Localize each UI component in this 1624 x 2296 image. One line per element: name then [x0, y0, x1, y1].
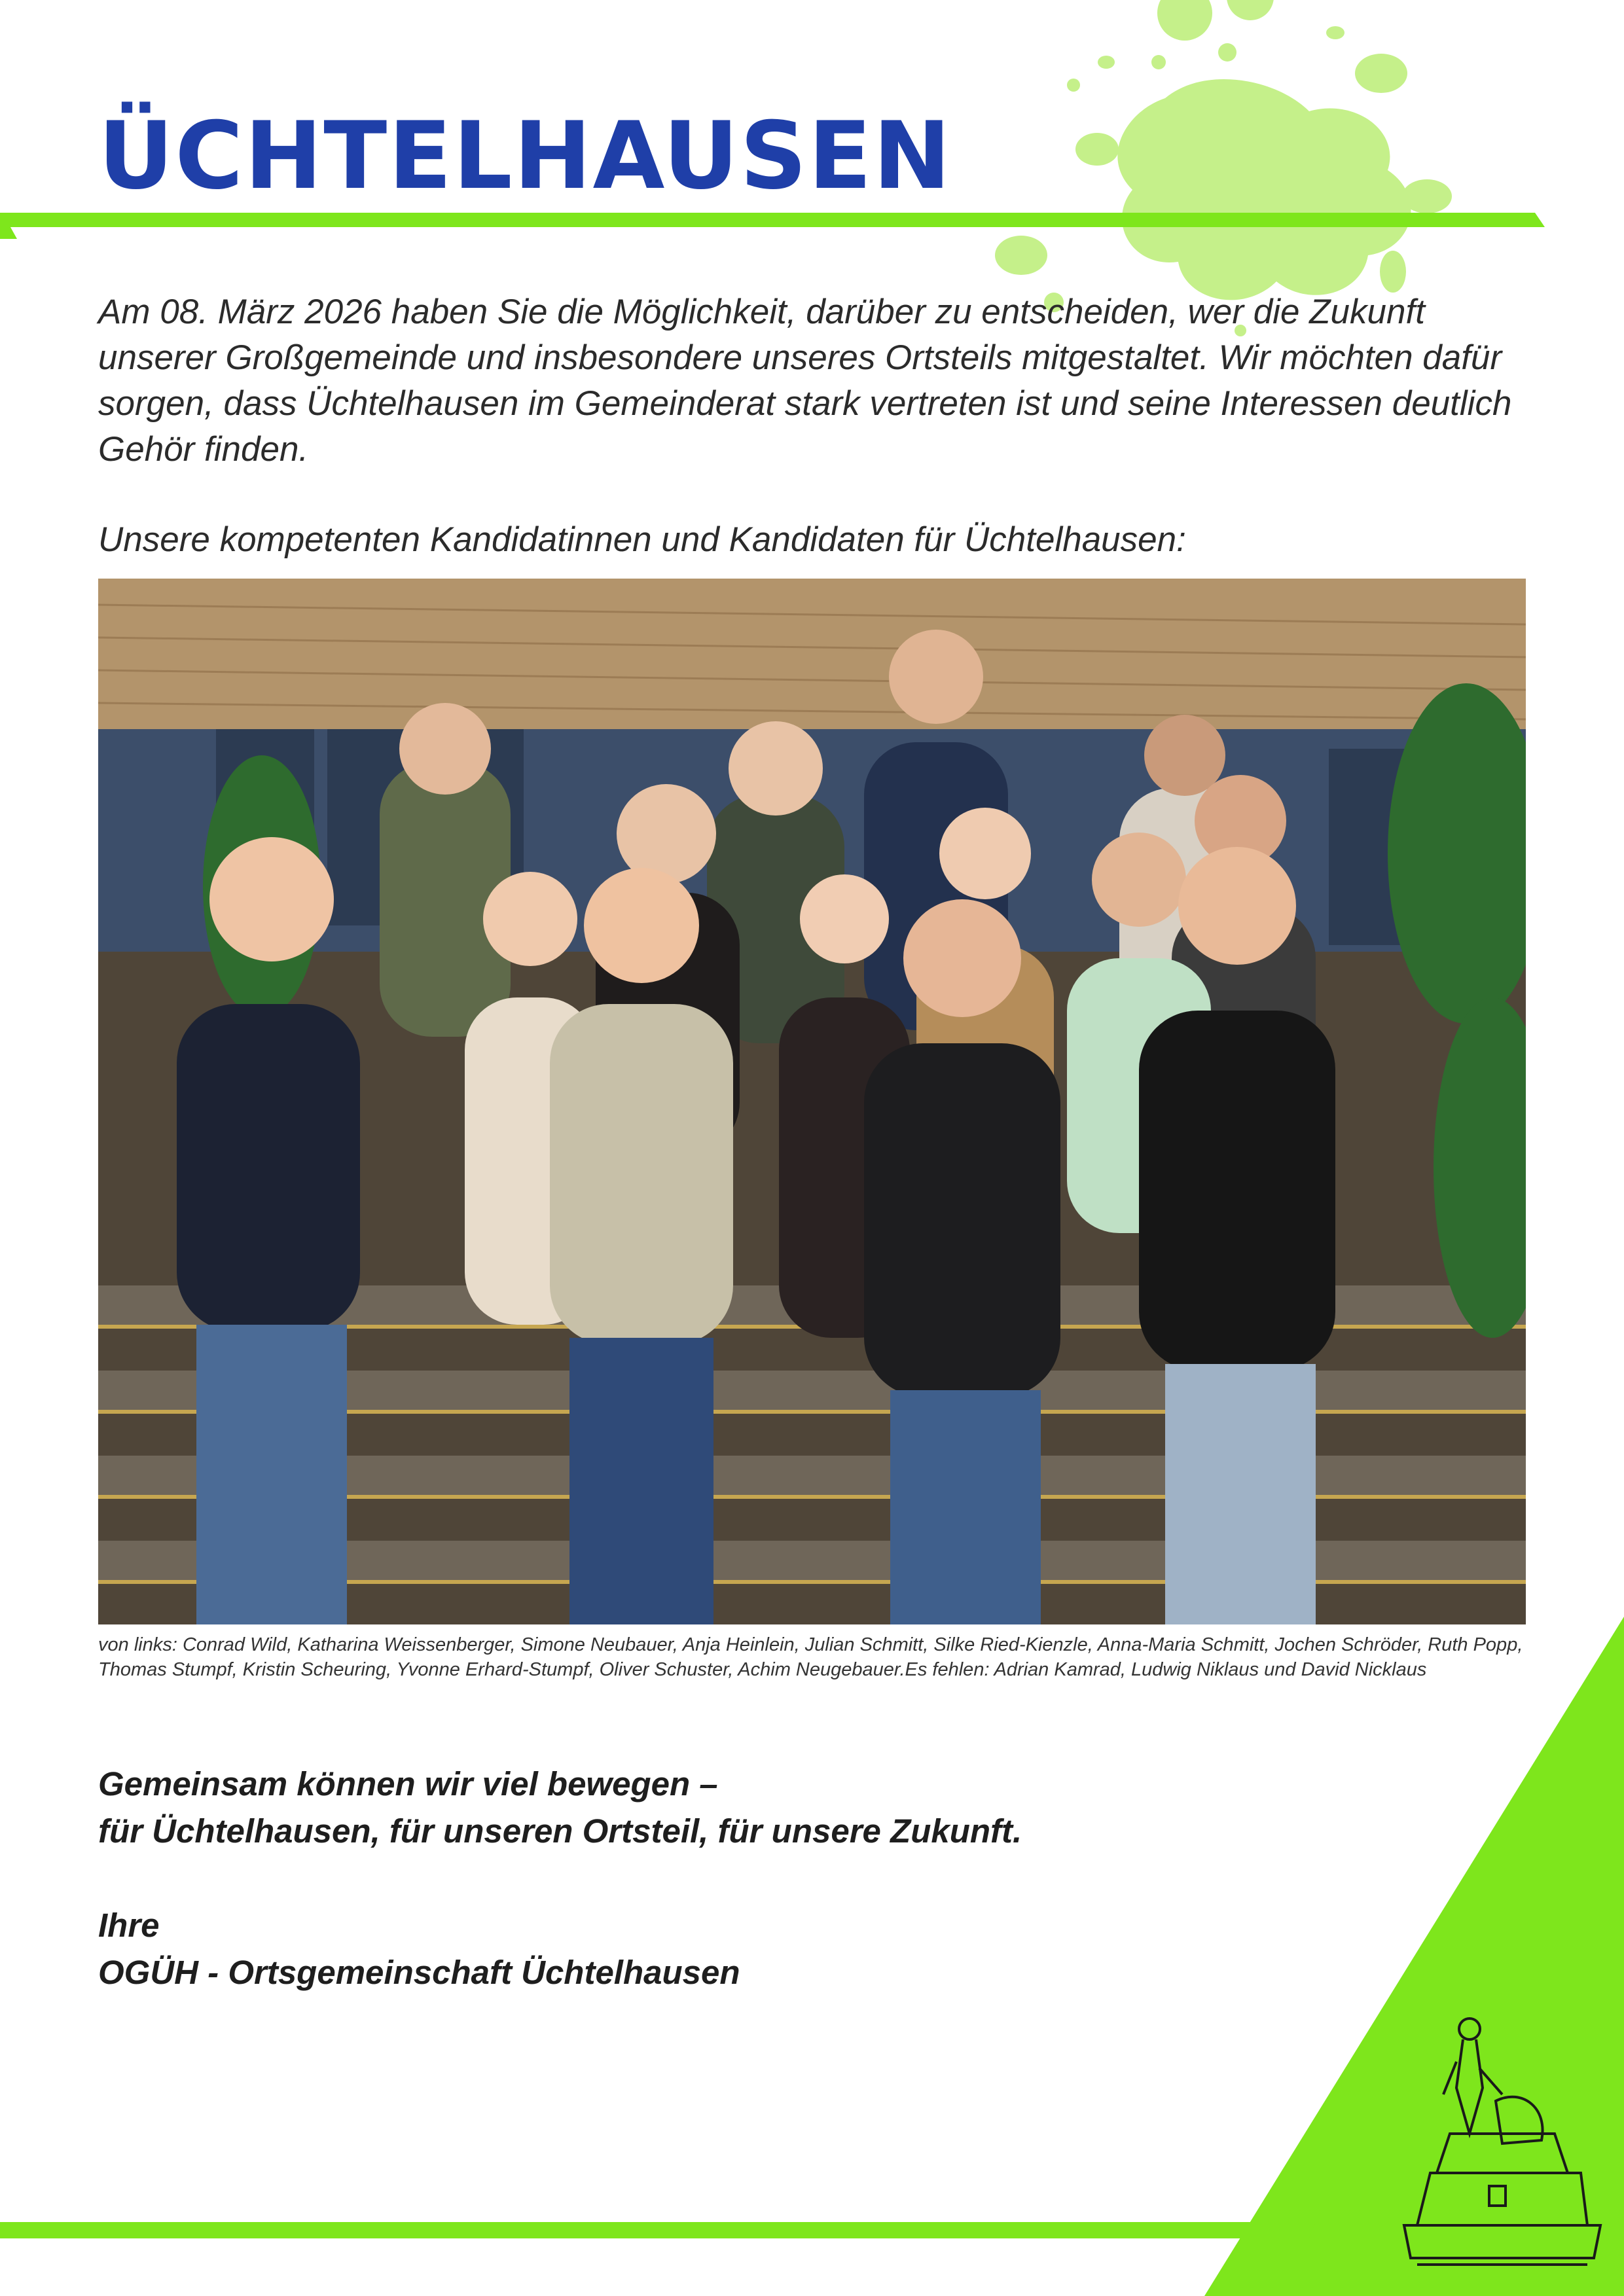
- page-title: ÜCHTELHAUSEN: [98, 102, 952, 210]
- closing-line-1: Gemeinsam können wir viel bewegen –: [98, 1765, 718, 1803]
- photo-caption: von links: Conrad Wild, Katharina Weissenberger, Simone Neubauer, Anja Heinlein, Julian Schmitt, Silke Ried-Kienzle, Anna-Maria Schmitt, Jochen Schröder, Ruth Popp, Thomas Stumpf, Kristin Scheuring, Yvonne Erhard-Stumpf, Oliver Schuster, Achim Neugebauer.Es fehlen: Adrian Kamrad, Ludwig Niklaus und David Nicklaus: [98, 1634, 1523, 1680]
- closing-line-2: für Üchtelhausen, für unseren Ortsteil, für unsere Zukunft.: [98, 1812, 1022, 1850]
- top-divider: [0, 213, 1545, 239]
- corner-accent: [0, 1617, 1624, 2296]
- signature-organization: OGÜH - Ortsgemeinschaft Üchtelhausen: [98, 1954, 740, 1991]
- candidates-lead: Unsere kompetenten Kandidatinnen und Kandidaten für Üchtelhausen:: [98, 520, 1186, 559]
- intro-paragraph: Am 08. März 2026 haben Sie die Möglichkeit, darüber zu entscheiden, wer die Zukunft unserer Großgemeinde und insbesondere unseres Ortsteils mitgestaltet. Wir möchten dafür sorgen, dass Üchtelhausen im Gemeinderat stark vertreten ist und seine Interessen deutlich Gehör finden.: [98, 293, 1512, 469]
- fountain-statue-icon: [1391, 2009, 1607, 2271]
- signature-greeting: Ihre: [98, 1907, 160, 1944]
- group-photo: [98, 579, 1526, 1624]
